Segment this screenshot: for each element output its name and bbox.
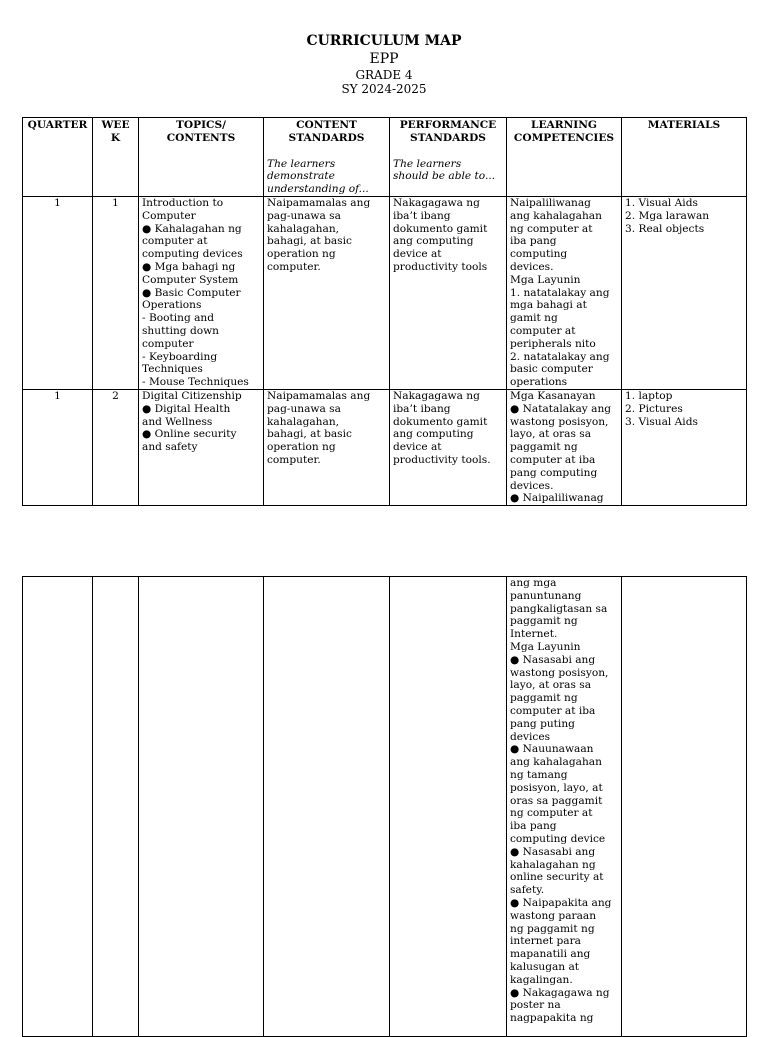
quarter-cell: 1 [23,389,93,505]
learning-competencies-cell: Mga Kasanayan ● Natatalakay ang wastong posisyon, layo, at oras sa paggamit ng computer at iba pang computing devices. ● Naipaliliwanag [507,389,622,505]
quarter-cell: 1 [23,196,93,389]
materials-cell [622,577,747,1037]
content-standards-cell [264,577,390,1037]
performance-standards-header: PERFORMANCE STANDARDS The learners should be able to... [390,118,507,197]
materials-header: MATERIALS [622,118,747,197]
performance-standards-cell [390,577,507,1037]
table-header-row [23,118,747,197]
topics-header: TOPICS/ CONTENTS [139,118,264,197]
topics-cell: Introduction to Computer ● Kahalagahan ng computer at computing devices ● Mga bahagi ng Computer System ● Basic Computer Operations - Booting and shutting down computer - Keyboarding Techniques - Mouse Techniques [139,196,264,389]
grade-level: GRADE 4 [355,68,413,82]
quarter-cell [23,577,93,1037]
topics-cell: Digital Citizenship ● Digital Health and Wellness ● Online security and safety [139,389,264,505]
materials-cell: 1. laptop 2. Pictures 3. Visual Aids [622,389,747,505]
learning-competencies-cell: ang mga panuntunang pangkaligtasan sa paggamit ng Internet. Mga Layunin ● Nasasabi ang wastong posisyon, layo, at oras sa paggamit ng computer at iba pang puting devices ● Nauunawaan ang kahalagahan ng tamang posisyon, layo, at oras sa paggamit ng computer at iba pang computing device ● Nasasabi ang kahalagahan ng online security at safety. ● Naipapakita ang wastong paraan ng paggamit ng internet para mapanatili ang kalusugan at kagalingan. ● Nakagagawa ng poster na nagpapakita ng [507,577,622,1037]
document-title: CURRICULUM MAP [306,33,462,49]
week-header: WEE K [93,118,139,197]
content-standards-cell: Naipamamalas ang pag-unawa sa kahalagahan, bahagi, at basic operation ng computer. [264,389,390,505]
table-row-continued [23,577,747,1037]
performance-standards-note: The learners should be able to... [393,157,496,183]
week-cell: 1 [93,196,139,389]
school-year: SY 2024-2025 [341,82,427,96]
materials-cell: 1. Visual Aids 2. Mga larawan 3. Real objects [622,196,747,389]
subject-title: EPP [369,51,399,67]
content-standards-header: CONTENT STANDARDS The learners demonstrate understanding of... [264,118,390,197]
learning-competencies-cell: Naipaliliwanag ang kahalagahan ng computer at iba pang computing devices. Mga Layunin 1. natatalakay ang mga bahagi at gamit ng computer at peripherals nito 2. natatalakay ang basic computer operations [507,196,622,389]
curriculum-table-continued [22,576,747,1037]
content-standards-note: The learners demonstrate understanding of... [267,157,369,196]
performance-standards-cell: Nakagagawa ng iba’t ibang dokumento gamit ang computing device at productivity tools [390,196,507,389]
performance-standards-cell: Nakagagawa ng iba’t ibang dokumento gamit ang computing device at productivity tools. [390,389,507,505]
topics-cell [139,577,264,1037]
quarter-header: QUARTER [23,118,93,197]
week-cell: 2 [93,389,139,505]
table-row [23,196,747,389]
week-cell [93,577,139,1037]
learning-competencies-header: LEARNING COMPETENCIES [507,118,622,197]
table-row [23,389,747,505]
curriculum-table [22,117,747,506]
content-standards-cell: Naipamamalas ang pag-unawa sa kahalagahan, bahagi, at basic operation ng computer. [264,196,390,389]
